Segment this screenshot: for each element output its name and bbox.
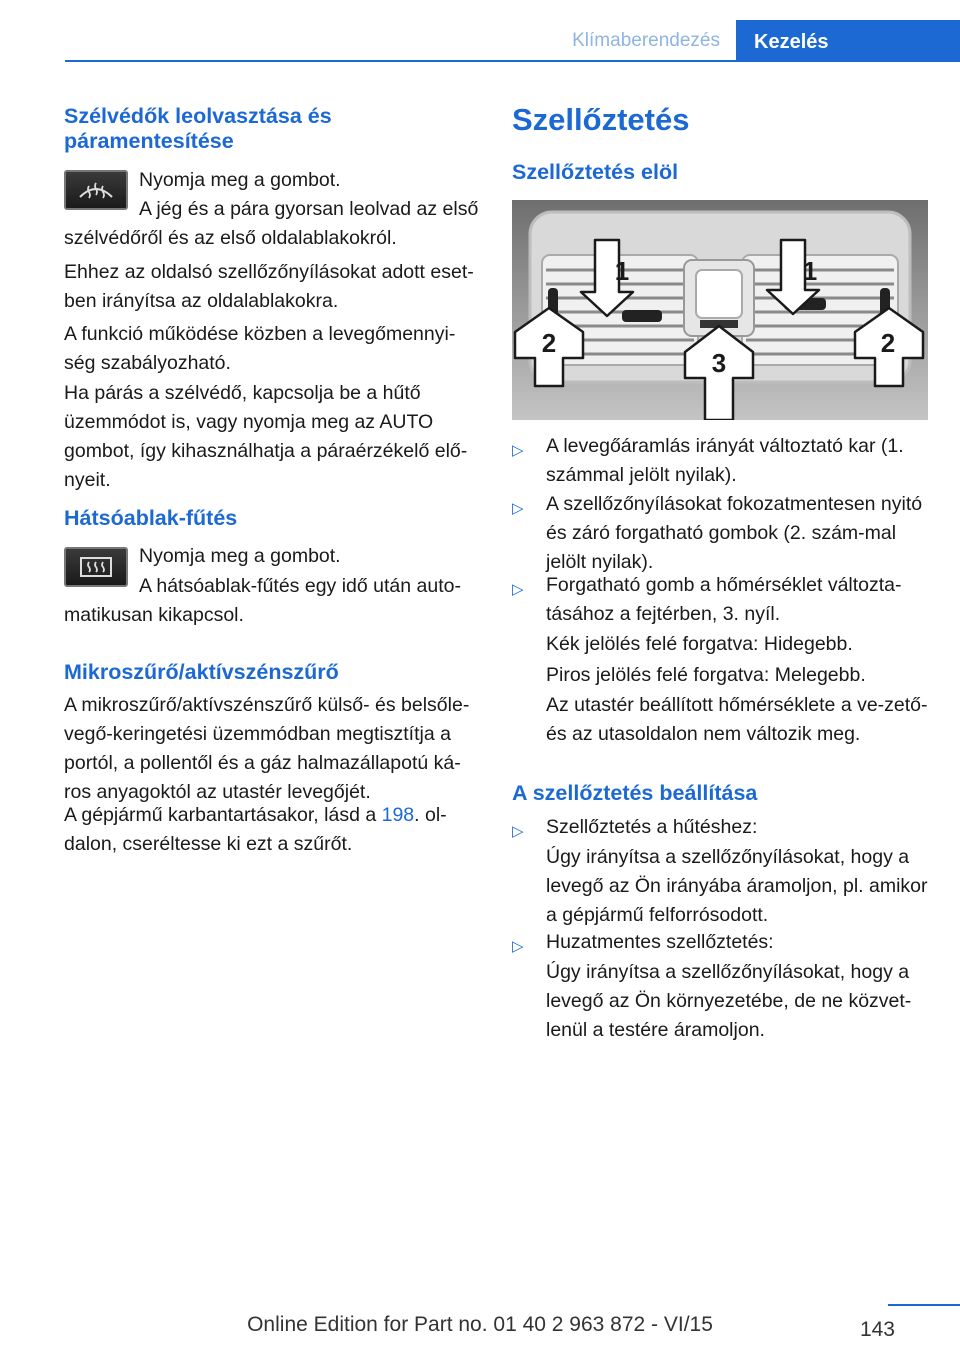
paragraph: Ehhez az oldalsó szellőzőnyílásokat adott eset-ben irányítsa az oldalablakokra. [64,261,474,312]
edition-note: Online Edition for Part no. 01 40 2 963 872 - VI/15 [247,1313,713,1336]
heading-windshield-defrost [64,104,332,154]
list-item [512,928,930,957]
triangle-bullet-icon: ▷ [512,500,524,517]
list-item-text: A levegőáramlás irányát változtató kar (1. számmal jelölt nyilak). [546,435,904,486]
header-rule [65,60,960,62]
paragraph: Ha párás a szélvédő, kapcsolja be a hűtő üzemmódot is, vagy nyomja meg az AUTO gombot, így kihasználhatja a páraérzékelő elő-nyeit. [64,382,468,491]
paragraph: A hátsóablak-fűtés egy idő után auto- [139,575,461,597]
header-chapter-tab: Kezelés [736,20,960,62]
figure-label-2-right: 2 [880,328,896,358]
paragraph: Nyomja meg a gombot. [139,545,341,567]
triangle-bullet-icon: ▷ [512,938,524,955]
list-item-detail: Az utastér beállított hőmérséklete a ve-zető- és az utasoldalon nem változik meg. [546,694,928,745]
figure-label-1-right: 1 [802,256,818,286]
heading-microfilter: Mikroszűrő/aktívszénszűrő [64,660,339,684]
list-item [512,571,930,629]
list-item-detail: Piros jelölés felé forgatva: Melegebb. [546,664,866,686]
paragraph: A mikroszűrő/aktívszénszűrő külső- és belsőle-vegő-keringetési üzemmódban megtisztítja a portól, a pollentől és a gáz halmazállapotú ká-ros anyagoktól az utastér levegőjét. [64,694,470,803]
heading-line-1: Szélvédők leolvasztása és [64,104,332,128]
text-span: dalon, cseréltesse ki ezt a szűrőt. [64,833,353,855]
list-item-text: Forgatható gomb a hőmérséklet változta-tásához a fejtérben, 3. nyíl. [546,574,902,625]
triangle-bullet-icon: ▷ [512,581,524,598]
list-item-detail: Úgy irányítsa a szellőzőnyílásokat, hogy a levegő az Ön környezetébe, de ne közvet-lenül a testére áramoljon. [546,961,912,1041]
list-item-detail: Kék jelölés felé forgatva: Hidegebb. [546,633,853,655]
figure-label-2-left: 2 [541,328,557,358]
figure-label-3: 3 [711,348,727,378]
text-span: A gépjármű karbantartásakor, lásd a [64,804,382,826]
triangle-bullet-icon: ▷ [512,442,524,459]
rear-window-heat-button-icon [64,547,128,587]
list-item [512,490,930,577]
figure-label-1-left: 1 [614,256,630,286]
header-section-label: Klímaberendezés [572,30,720,51]
page-number: 143 [859,1318,895,1341]
heading-ventilation: Szellőztetés [512,102,690,137]
heading-rear-window-heating: Hátsóablak-fűtés [64,506,238,530]
list-item-text: Szellőztetés a hűtéshez: [546,816,758,838]
list-item-text: A szellőzőnyílásokat fokozatmentesen nyitó és záró forgatható gombok (2. szám-mal jelölt nyilak). [546,493,923,573]
paragraph: Nyomja meg a gombot. [139,169,341,191]
list-item-text: Huzatmentes szellőztetés: [546,931,774,953]
page-header [0,0,960,62]
footer-rule [888,1304,960,1306]
paragraph-with-link [64,801,482,859]
ventilation-figure [512,200,928,420]
paragraph: A funkció működése közben a levegőmennyi-ség szabályozható. [64,323,456,374]
heading-line-2: páramentesítése [64,129,234,153]
list-item [512,813,930,842]
paragraph: matikusan kikapcsol. [64,604,244,626]
text-span: . ol- [414,804,447,826]
paragraph: A jég és a pára gyorsan leolvad az első [139,198,479,220]
heading-ventilation-setting: A szellőztetés beállítása [512,781,758,805]
front-defrost-button-icon [64,170,128,210]
paragraph: szélvédőről és az első oldalablakokról. [64,227,397,249]
page-reference-link[interactable]: 198 [381,804,415,826]
triangle-bullet-icon: ▷ [512,823,524,840]
heading-front-ventilation: Szellőztetés elöl [512,160,679,184]
list-item [512,432,930,490]
list-item-detail: Úgy irányítsa a szellőzőnyílásokat, hogy a levegő az Ön irányába áramoljon, pl. amikor a gépjármű felforrósodott. [546,846,928,926]
